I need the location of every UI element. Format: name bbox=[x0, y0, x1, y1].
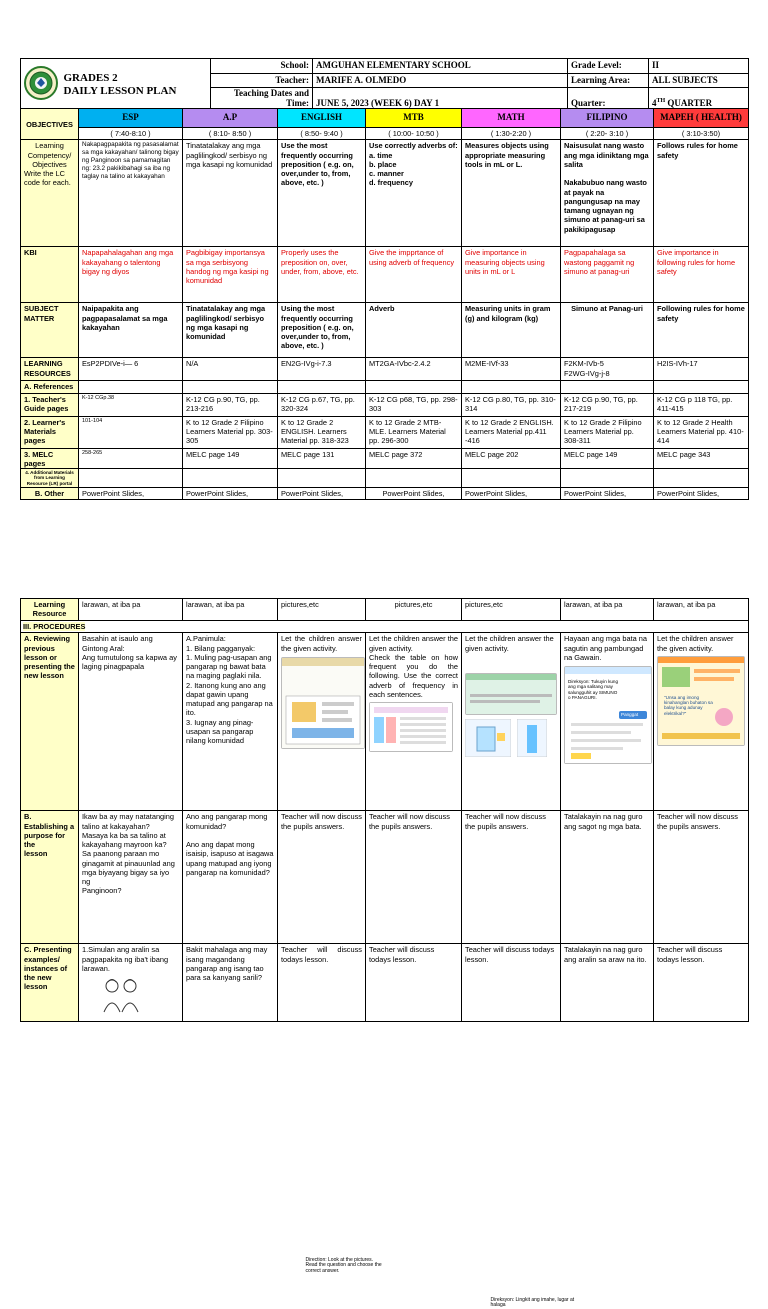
filipino-thumb-badge: Panggat bbox=[621, 712, 639, 717]
presenting-filipino: Tatalakayin na nag guro ang aralin sa araw na ito. bbox=[561, 944, 654, 1022]
code-esp: EsP2PDIVe-i— 6 bbox=[79, 358, 183, 381]
melc-english: MELC page 131 bbox=[278, 448, 366, 469]
ref-empty-1 bbox=[79, 381, 183, 393]
other-esp: PowerPoint Slides, bbox=[79, 487, 183, 499]
other-mapeh: PowerPoint Slides, bbox=[654, 487, 749, 499]
melc-ap: MELC page 149 bbox=[183, 448, 278, 469]
matter-esp: Naipapakita ang pagpapasalamat sa mga kakayahan bbox=[79, 303, 183, 358]
competency-math: Measures objects using appropriate measuring tools in mL or L. bbox=[462, 140, 561, 247]
lm-ap: K to 12 Grade 2 Filipino Learners Material pp. 303-305 bbox=[183, 416, 278, 448]
code-math: M2ME-IVf-33 bbox=[462, 358, 561, 381]
english-activity-thumb bbox=[281, 657, 365, 749]
learning-resources-label: LEARNING RESOURCES bbox=[21, 358, 79, 381]
resource-mapeh: larawan, at iba pa bbox=[654, 599, 749, 621]
kbi-mtb: Give the impprtance of using adverb of frequency bbox=[366, 247, 462, 303]
resource-ap: larawan, at iba pa bbox=[183, 599, 278, 621]
time-english: ( 8:50- 9:40 ) bbox=[278, 128, 366, 140]
children-illustration-icon bbox=[100, 976, 144, 1014]
purpose-ap: Ano ang pangarap mong komunidad? Ano ang dapat mong isaisip, isapuso at isagawa upang matupad ang iyong pangarap na komunidad? bbox=[183, 811, 278, 944]
time-mtb: ( 10:00- 10:50 ) bbox=[366, 128, 462, 140]
presenting-mapeh: Teacher will discuss todays lesson. bbox=[654, 944, 749, 1022]
code-english: EN2G-IVg-i-7.3 bbox=[278, 358, 366, 381]
math-activity-thumb bbox=[465, 673, 557, 715]
school-value: AMGUHAN ELEMENTARY SCHOOL bbox=[313, 59, 568, 74]
ref-empty-4 bbox=[366, 381, 462, 393]
review-ap: A.Panimula: 1. Bilang pagganyak: 1. Muling pag-usapan ang pangarap ng bawat bata na maging paglaki nila. 2. Itanong kung ano ang dapat gawin upang matupad ang pangarap na ito. 3. Iugnay ang pinag-usapan sa pangarap nilang komunidad bbox=[183, 633, 278, 811]
resource-esp: larawan, at iba pa bbox=[79, 599, 183, 621]
other-filipino: PowerPoint Slides, bbox=[561, 487, 654, 499]
subject-mapeh: MAPEH ( HEALTH) bbox=[654, 109, 749, 128]
quarter-sup: TH bbox=[656, 97, 666, 104]
subject-esp: ESP bbox=[79, 109, 183, 128]
review-mtb-cell bbox=[366, 633, 462, 811]
dates-label-line1: Teaching Dates and bbox=[233, 88, 309, 99]
presenting-ap: Bakit mahalaga ang may isang magandang pangarap ang isang tao para sa kanyang sarili? bbox=[183, 944, 278, 1022]
tg-mtb: K-12 CG p68, TG, pp. 298-303 bbox=[366, 393, 462, 416]
review-label: A. Reviewing previous lesson or presenting the new lesson bbox=[21, 633, 79, 811]
review-english-cell: Let the children answer the given activity. Direction: Look at the pictures. Read the question and choose the correct answer. bbox=[278, 633, 366, 811]
review-english: Let the children answer the given activity. bbox=[281, 634, 362, 653]
add-empty-3 bbox=[278, 469, 366, 488]
competency-english: Use the most frequently occurring preposition ( e.g. on, over,under to, from, above, etc. ) bbox=[278, 140, 366, 247]
kbi-ap: Pagbibigay importansya sa mga serbisyong handog ng mga kasipi ng komunidad bbox=[183, 247, 278, 303]
lesson-table-part1 bbox=[20, 108, 749, 500]
code-ap: N/A bbox=[183, 358, 278, 381]
add-empty-7 bbox=[654, 469, 749, 488]
review-math-cell: Let the children answer the given activity. Direksyon: Lingkit ang imahe, lugar at halaga bbox=[462, 633, 561, 811]
presenting-mtb: Teacher will discuss todays lesson. bbox=[366, 944, 462, 1022]
tg-english: K-12 CG p.67, TG, pp. 320-324 bbox=[278, 393, 366, 416]
dates-label-line2: Time: bbox=[286, 98, 309, 109]
time-mapeh: ( 3:10-3:50) bbox=[654, 128, 749, 140]
competency-mtb: Use correctly adverbs of: a. time b. place c. manner d. frequency bbox=[366, 140, 462, 247]
teacher-label: Teacher: bbox=[211, 74, 313, 88]
area-label: Learning Area: bbox=[568, 74, 649, 88]
plan-title bbox=[61, 59, 211, 111]
presenting-label: C. Presenting examples/ instances of the new lesson bbox=[21, 944, 79, 1022]
learning-resource-label: Learning Resource bbox=[21, 599, 79, 621]
other-english: PowerPoint Slides, bbox=[278, 487, 366, 499]
other-mtb: PowerPoint Slides, bbox=[366, 487, 462, 499]
objectives-label: OBJECTIVES bbox=[21, 109, 79, 140]
lm-english: K to 12 Grade 2 ENGLISH. Learners Material pp. 318-323 bbox=[278, 416, 366, 448]
subject-mtb: MTB bbox=[366, 109, 462, 128]
review-mapeh-cell bbox=[654, 633, 749, 811]
tg-ap: K-12 CG p.90, TG, pp. 213-216 bbox=[183, 393, 278, 416]
melc-math: MELC page 202 bbox=[462, 448, 561, 469]
competency-mapeh: Follows rules for home safety bbox=[654, 140, 749, 247]
math-activity-image-icon bbox=[466, 674, 556, 714]
review-mtb: Let the children answer the given activity. Check the table on how frequent you do the following. Use the correct adverb of frequency in each sentences. bbox=[369, 634, 458, 699]
lm-esp: 101-104 bbox=[79, 416, 183, 448]
purpose-english: Teacher will now discuss the pupils answers. bbox=[278, 811, 366, 944]
add-empty-1 bbox=[79, 469, 183, 488]
subject-matter-label: SUBJECT MATTER bbox=[21, 303, 79, 358]
purpose-mtb: Teacher will now discuss the pupils answers. bbox=[366, 811, 462, 944]
kbi-english: Properly uses the preposition on, over, under, from, above, etc. bbox=[278, 247, 366, 303]
lc-note: Write the LC code for each. bbox=[24, 169, 71, 188]
review-filipino-cell bbox=[561, 633, 654, 811]
melc-label: 3. MELC pages bbox=[21, 448, 79, 469]
deped-seal-icon bbox=[24, 66, 58, 100]
review-esp: Basahin at isaulo ang Gintong Aral: Ang tumutulong sa kapwa ay laging pinagpapala bbox=[79, 633, 183, 811]
procedures-label bbox=[21, 621, 749, 633]
school-logo bbox=[21, 59, 61, 111]
ref-empty-7 bbox=[654, 381, 749, 393]
presenting-math: Teacher will discuss todays lesson. bbox=[462, 944, 561, 1022]
mapeh-activity-thumb bbox=[657, 656, 745, 746]
tg-mapeh: K-12 CG p 118 TG, pp. 411-415 bbox=[654, 393, 749, 416]
quarter-word: QUARTER bbox=[667, 97, 713, 108]
purpose-label: B. Establishing a purpose for the lesson bbox=[21, 811, 79, 944]
header-table bbox=[20, 58, 749, 111]
resource-mtb: pictures,etc bbox=[366, 599, 462, 621]
quarter-label: Quarter: bbox=[568, 88, 649, 111]
ref-empty-3 bbox=[278, 381, 366, 393]
resource-filipino: larawan, at iba pa bbox=[561, 599, 654, 621]
purpose-filipino: Tatalakayin na nag guro ang sagot ng mga bata. bbox=[561, 811, 654, 944]
lm-label: 2. Learner's Materials pages bbox=[21, 416, 79, 448]
competency-ap: Tinatatalakay ang mga paglilingkod/ serbisyo ng mga kasapi ng komunidad bbox=[183, 140, 278, 247]
kbi-math: Give importance in measuring objects using units in mL or L bbox=[462, 247, 561, 303]
other-label: B. Other bbox=[21, 487, 79, 499]
add-empty-5 bbox=[462, 469, 561, 488]
matter-ap: Tinatatalakay ang mga paglilingkod/ serbisyo ng mga kasapi ng komunidad bbox=[183, 303, 278, 358]
filipino-thumb-text: Direksyon: Tukuyin kung ang mga salitang may salungguhit ay SIMUNO o PANAGURI. bbox=[568, 679, 619, 700]
matter-mtb: Adverb bbox=[366, 303, 462, 358]
matter-mapeh: Following rules for home safety bbox=[654, 303, 749, 358]
melc-mtb: MELC page 372 bbox=[366, 448, 462, 469]
school-label: School: bbox=[211, 59, 313, 74]
matter-english: Using the most frequently occurring preposition ( e.g. on, over,under to, from, above, etc. ) bbox=[278, 303, 366, 358]
mtb-activity-thumb bbox=[369, 702, 453, 752]
resource-english: pictures,etc bbox=[278, 599, 366, 621]
melc-esp: 258-265 bbox=[79, 448, 183, 469]
add-empty-2 bbox=[183, 469, 278, 488]
filipino-activity-thumb bbox=[564, 666, 652, 764]
title-line-2: DAILY LESSON PLAN bbox=[63, 84, 177, 97]
other-ap: PowerPoint Slides, bbox=[183, 487, 278, 499]
dates-value: JUNE 5, 2023 (WEEK 6) DAY 1 bbox=[313, 88, 568, 111]
kbi-esp: Napapahalagahan ang mga kakayahang o talentong bigay ng diyos bbox=[79, 247, 183, 303]
purpose-mapeh: Teacher will now discuss the pupils answers. bbox=[654, 811, 749, 944]
ref-empty-6 bbox=[561, 381, 654, 393]
code-mapeh: H2IS-IVh-17 bbox=[654, 358, 749, 381]
presenting-esp-cell bbox=[79, 944, 183, 1022]
subject-math: MATH bbox=[462, 109, 561, 128]
quarter-num: 4 bbox=[652, 97, 657, 108]
time-ap: ( 8:10- 8:50 ) bbox=[183, 128, 278, 140]
subject-ap: A.P bbox=[183, 109, 278, 128]
math-measure-thumbs bbox=[465, 719, 557, 757]
procedures-label-text: III. PROCEDURES bbox=[23, 622, 86, 631]
time-filipino: ( 2:20- 3:10 ) bbox=[561, 128, 654, 140]
melc-mapeh: MELC page 343 bbox=[654, 448, 749, 469]
mapeh-thumb-text: "Unsa ang imong kinahanglan buhaton sa balay kung adunay elektrikal?" bbox=[664, 694, 713, 716]
time-math: ( 1:30-2:20 ) bbox=[462, 128, 561, 140]
resource-math: pictures,etc bbox=[462, 599, 561, 621]
lm-filipino: K to 12 Grade 2 Filipino Learners Material pp. 308-311 bbox=[561, 416, 654, 448]
measuring-cup-image-icon bbox=[465, 719, 511, 757]
other-math: PowerPoint Slides, bbox=[462, 487, 561, 499]
code-filipino: F2KM-IVb-5 F2WG-IVg-j-8 bbox=[561, 358, 654, 381]
references-label: A. References bbox=[21, 381, 79, 393]
english-activity-image-icon bbox=[282, 658, 364, 748]
subject-filipino: FILIPINO bbox=[561, 109, 654, 128]
lm-mapeh: K to 12 Grade 2 Health Learners Material pp. 410-414 bbox=[654, 416, 749, 448]
tg-math: K-12 CG p.80, TG, pp. 310-314 bbox=[462, 393, 561, 416]
melc-filipino: MELC page 149 bbox=[561, 448, 654, 469]
matter-filipino: Simuno at Panag-uri bbox=[561, 303, 654, 358]
lm-math: K to 12 Grade 2 ENGLISH. Learners Material pp.411 -416 bbox=[462, 416, 561, 448]
competency-filipino: Naisusulat nang wasto ang mga idiniktang mga salita Nakabubuo nang wasto at payak na pangungusap na may tamang ugnayan ng simuno at panag-uri sa pakikipagusap bbox=[561, 140, 654, 247]
lesson-table-part2 bbox=[20, 598, 749, 1309]
tg-label: 1. Teacher's Guide pages bbox=[21, 393, 79, 416]
matter-math: Measuring units in gram (g) and kilogram (kg) bbox=[462, 303, 561, 358]
presenting-esp: 1.Simulan ang aralin sa pagpapakita ng iba't ibang larawan. bbox=[82, 945, 169, 973]
teacher-value: MARIFE A. OLMEDO bbox=[313, 74, 568, 88]
ref-empty-5 bbox=[462, 381, 561, 393]
kbi-mapeh: Give importance in following rules for home safety bbox=[654, 247, 749, 303]
grade-label: Grade Level: bbox=[568, 59, 649, 74]
kbi-filipino: Pagpapahalaga sa wastong paggamit ng simuno at panag-uri bbox=[561, 247, 654, 303]
area-value: ALL SUBJECTS bbox=[649, 74, 749, 88]
time-esp: ( 7:40-8:10 ) bbox=[79, 128, 183, 140]
kbi-label: KBI bbox=[21, 247, 79, 303]
lm-mtb: K to 12 Grade 2 MTB-MLE. Learners Material pp. 296-300 bbox=[366, 416, 462, 448]
competency-label: Learning Competency/ Objectives bbox=[27, 141, 72, 169]
add-empty-6 bbox=[561, 469, 654, 488]
subject-english: ENGLISH bbox=[278, 109, 366, 128]
review-math: Let the children answer the given activity. bbox=[465, 634, 554, 653]
mtb-table-image-icon bbox=[370, 703, 452, 751]
review-filipino: Hayaan ang mga bata na sagutin ang pambungad na Gawain. bbox=[564, 634, 648, 662]
purpose-esp: Ikaw ba ay may natatanging talino at kakayahan? Masaya ka ba sa talino at kakayahang mayroon ka? Sa paanong paraan mo ginagamit at pinauunlad ang mga biyayang bigay sa iyo ng Panginoon? bbox=[79, 811, 183, 944]
purpose-math: Teacher will now discuss the pupils answers. bbox=[462, 811, 561, 944]
grade-value: II bbox=[649, 59, 749, 74]
tg-filipino: K-12 CG p.90, TG, pp. 217-219 bbox=[561, 393, 654, 416]
presenting-english: Teacher will discuss todays lesson. bbox=[278, 944, 366, 1022]
competency-label-cell bbox=[21, 140, 79, 247]
ref-empty-2 bbox=[183, 381, 278, 393]
tg-esp: K-12 CGp.38 bbox=[79, 393, 183, 416]
competency-esp: Nakapagpapakita ng pasasalamat sa mga kakayahan/ talinong bigay ng Panginoon sa pamamagitan ng: 23.2 pakikibahagi sa iba ng taglay na talino at kakayahan bbox=[79, 140, 183, 247]
review-mapeh: Let the children answer the given activity. bbox=[657, 634, 734, 653]
title-line-1: GRADES 2 bbox=[63, 71, 118, 84]
add-empty-4 bbox=[366, 469, 462, 488]
bottle-image-icon bbox=[517, 719, 547, 757]
additional-label: 4. Additional Materials from Learning Resource (LR) portal bbox=[21, 469, 79, 488]
code-mtb: MT2GA-IVbc-2.4.2 bbox=[366, 358, 462, 381]
